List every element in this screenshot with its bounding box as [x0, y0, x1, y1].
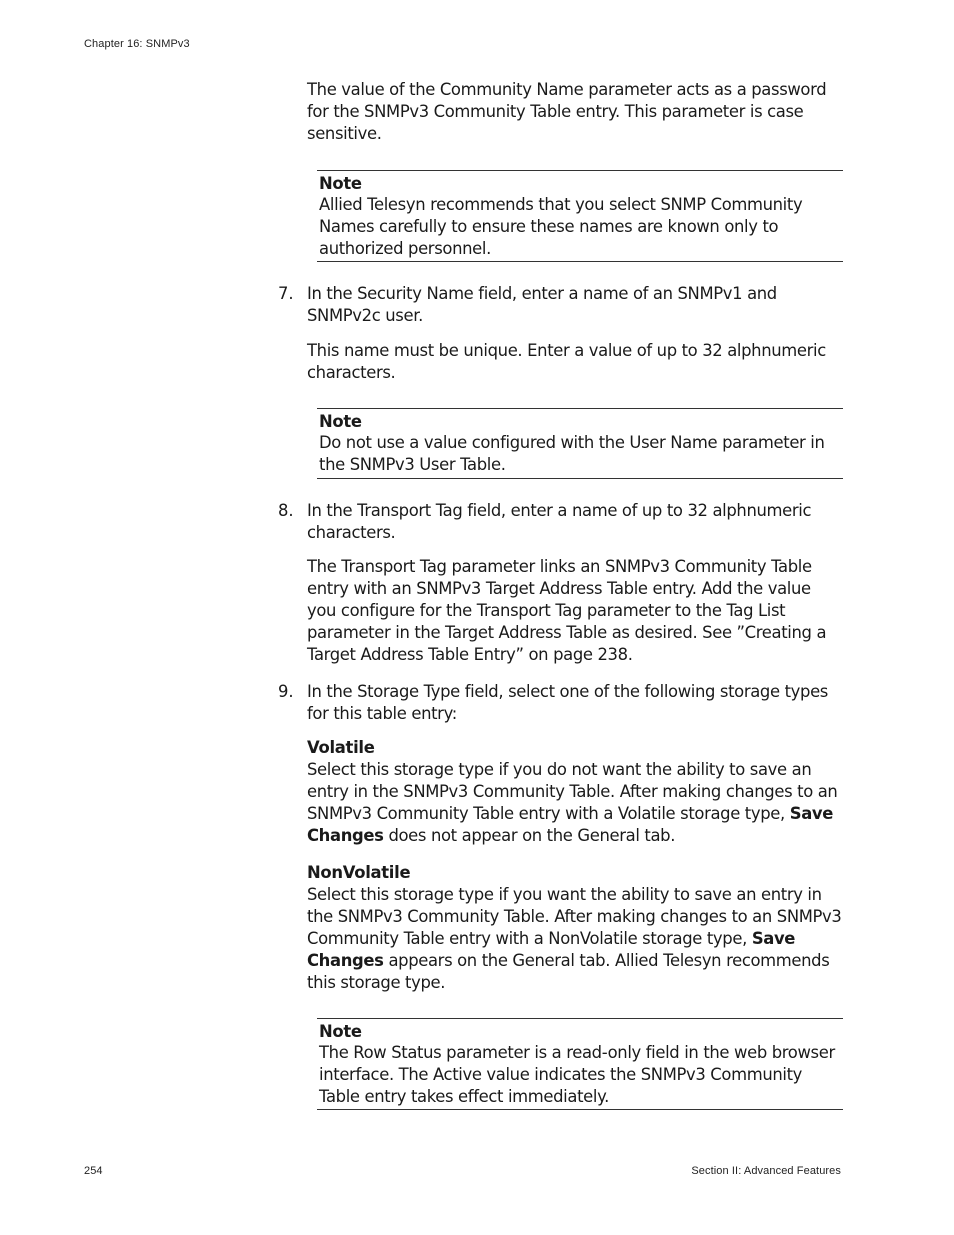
step-number: 9.	[278, 682, 294, 701]
step-7-detail: This name must be unique. Enter a value of up to 32 alphnumeric characters.	[307, 341, 826, 382]
save-changes-label: Save Changes	[307, 929, 796, 970]
intro-paragraph: The value of the Community Name parameter acts as a password for the SNMPv3 Community Table entry. This parameter is case sensitive.	[307, 80, 827, 143]
note-title: Note	[319, 412, 362, 431]
note-body: Do not use a value configured with the User Name parameter in the SNMPv3 User Table.	[319, 433, 825, 474]
step-9-text: In the Storage Type field, select one of the following storage types for this table entry:	[307, 682, 828, 723]
note-body: Allied Telesyn recommends that you select SNMP Community Names carefully to ensure these names are known only to authorized personnel.	[319, 195, 803, 258]
nonvolatile-description	[307, 884, 843, 994]
volatile-description	[307, 759, 843, 847]
storage-type-nonvolatile	[307, 862, 843, 994]
save-changes-label: Save Changes	[307, 804, 834, 845]
note-box-user-name	[317, 408, 843, 479]
note-box-row-status	[317, 1018, 843, 1110]
nonvolatile-text-after: appears on the General tab. Allied Telesyn recommends this storage type.	[307, 951, 830, 992]
page-number: 254	[84, 1165, 103, 1177]
note-body: The Row Status parameter is a read-only field in the web browser interface. The Active value indicates the SNMPv3 Community Table entry takes effect immediately.	[319, 1043, 835, 1106]
nonvolatile-heading: NonVolatile	[307, 863, 411, 882]
running-footer-section: Section II: Advanced Features	[691, 1165, 841, 1177]
note-title: Note	[319, 174, 362, 193]
nonvolatile-text-before: Select this storage type if you want the ability to save an entry in the SNMPv3 Community Table. After making changes to an SNMPv3 Community Table entry with a NonVolatile storage type,	[307, 885, 842, 948]
step-number: 7.	[278, 284, 294, 303]
step-8-text: In the Transport Tag field, enter a name of up to 32 alphnumeric characters.	[307, 501, 812, 542]
note-title: Note	[319, 1022, 362, 1041]
step-number: 8.	[278, 501, 294, 520]
volatile-text-before: Select this storage type if you do not want the ability to save an entry in the SNMPv3 Community Table. After making changes to an SNMPv3 Community Table entry with a Volatile storage type,	[307, 760, 838, 823]
step-8-detail: The Transport Tag parameter links an SNMPv3 Community Table entry with an SNMPv3 Target Address Table entry. Add the value you configure for the Transport Tag parameter to the Tag List parameter in the Target Address Table as desired. See ”Creating a Target Address Table Entry” on page 238.	[307, 557, 827, 664]
volatile-heading: Volatile	[307, 738, 375, 757]
storage-type-volatile	[307, 737, 843, 847]
volatile-text-after: does not appear on the General tab.	[383, 826, 676, 845]
step-7-text: In the Security Name field, enter a name of an SNMPv1 and SNMPv2c user.	[307, 284, 777, 325]
note-box-community-names	[317, 170, 843, 262]
running-header: Chapter 16: SNMPv3	[84, 38, 190, 50]
